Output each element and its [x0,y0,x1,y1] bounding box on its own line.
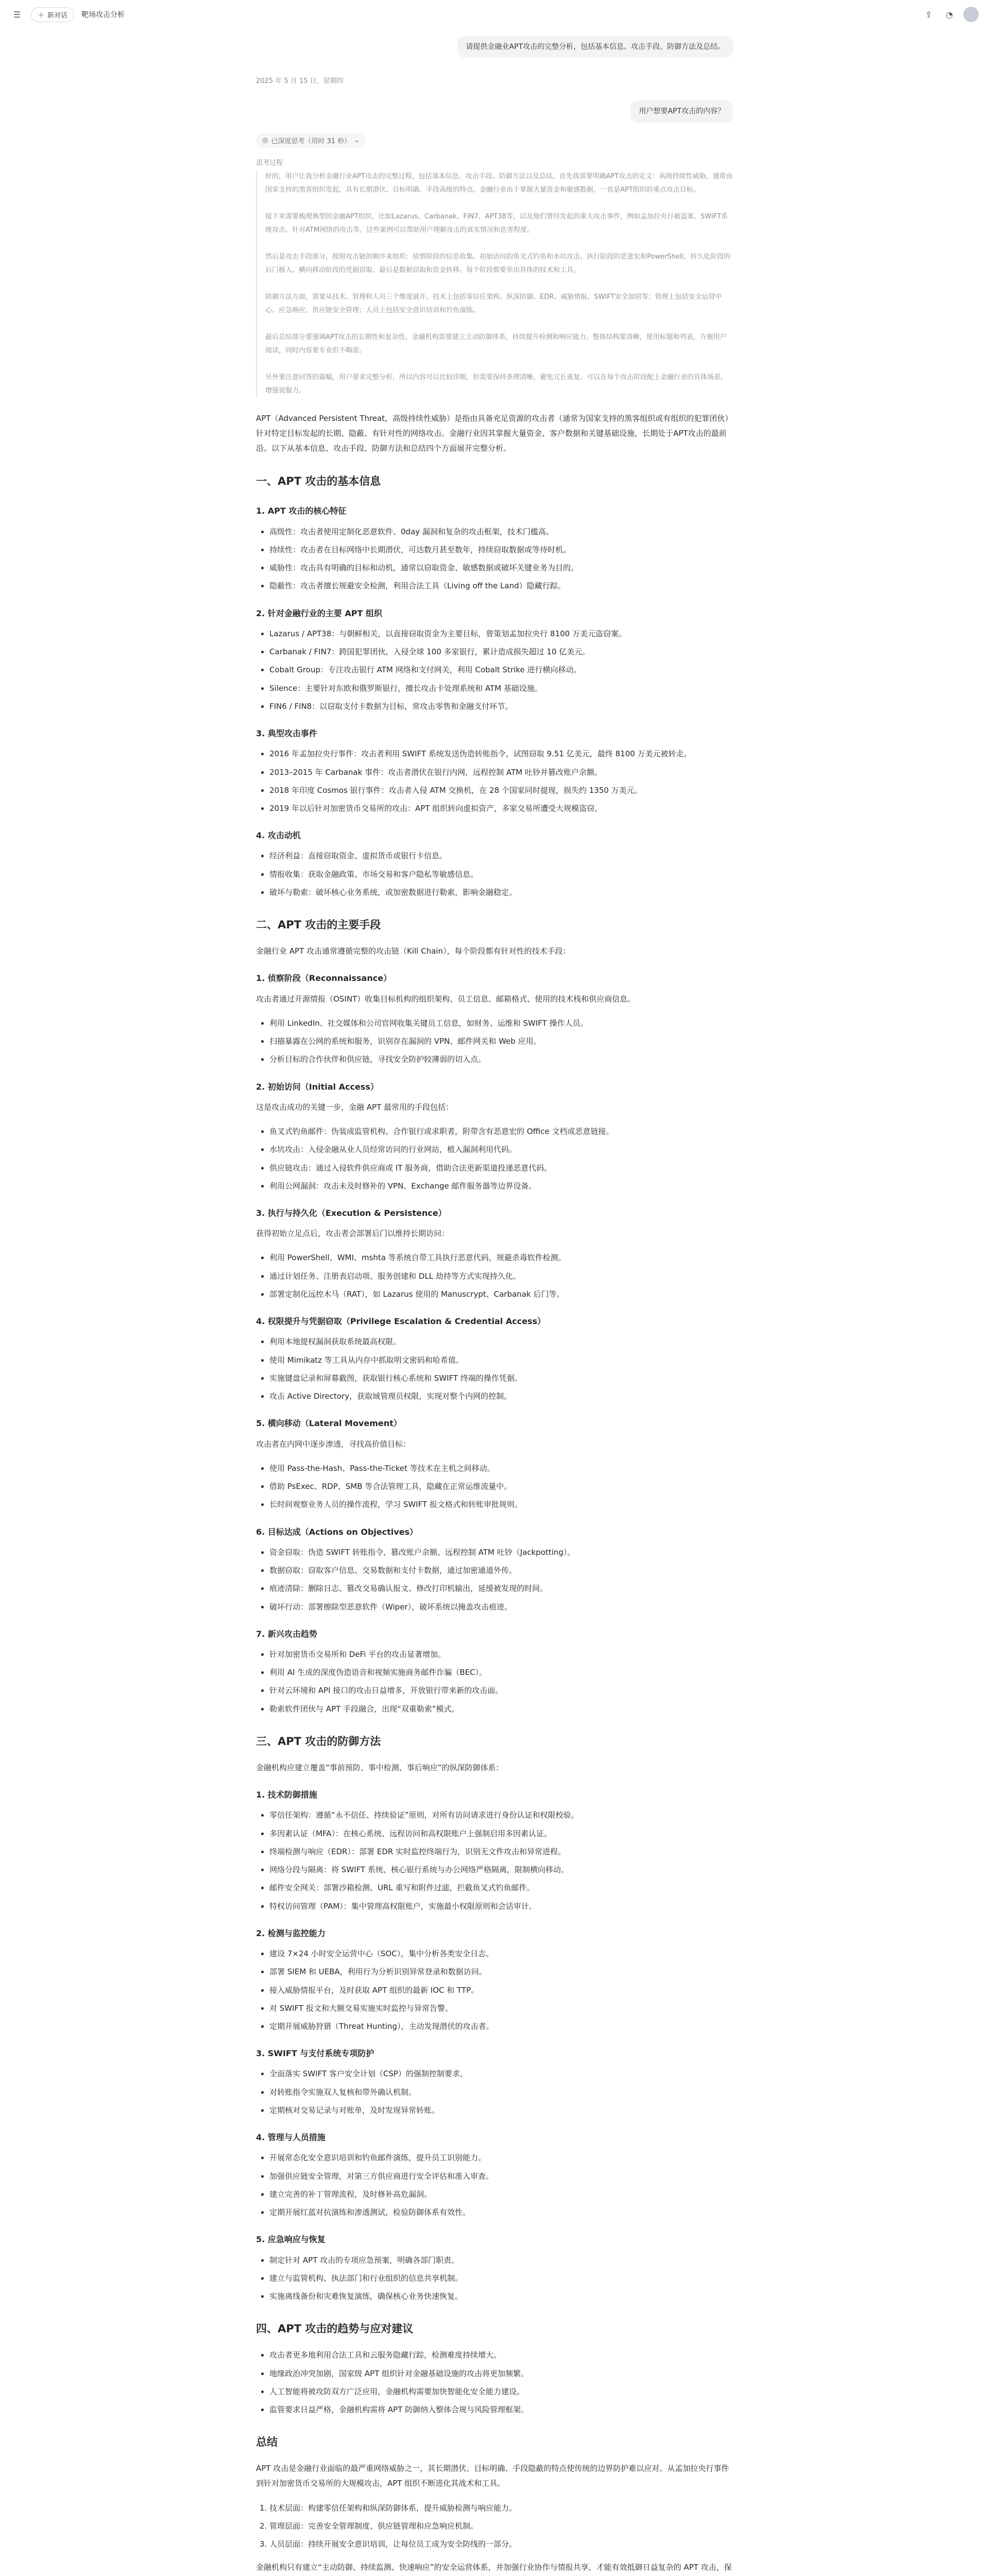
stage-lead: 这是攻击成功的关键一步，金融 APT 最常用的手段包括： [256,1102,454,1112]
list-item: 3. 人员层面：持续开展安全意识培训，让每位员工成为安全防线的一部分。 [269,2537,733,2552]
list-item: • 威胁性：攻击具有明确的目标和动机，通常以窃取资金、敏感数据或破坏关键业务为目的。 [269,561,733,575]
list-item: • Lazarus / APT38：与朝鲜相关，以直接窃取资金为主要目标，曾策划孟加拉央行 8100 万美元盗窃案。 [269,626,733,641]
subsection-heading: 7. 新兴攻击趋势 [256,1629,317,1639]
list-item: • 针对加密货币交易所和 DeFi 平台的攻击显著增加。 [269,1647,733,1662]
list-item: • 监管要求日益严格，金融机构需将 APT 防御纳入整体合规与风险管理框架。 [269,2402,733,2417]
list-item: • 鱼叉式钓鱼邮件：伪装成监管机构、合作银行或求职者，附带含有恶意宏的 Office 文档或恶意链接。 [269,1124,733,1139]
list-item: • 定期核对交易记录与对账单，及时发现异常转账。 [269,2103,733,2118]
list-item: • 对 SWIFT 报文和大额交易实施实时监控与异常告警。 [269,2001,733,2016]
list-item: • 资金窃取：伪造 SWIFT 转账指令、篡改账户余额、远程控制 ATM 吐钞（Jackpotting）。 [269,1545,733,1560]
list-item: • 2019 年以后针对加密货币交易所的攻击：APT 组织转向虚拟资产，多家交易所遭受大规模盗窃。 [269,801,733,816]
chat-title[interactable]: 靶场攻击分析 [81,11,125,19]
stage-list [256,1647,733,1717]
subsection-heading: 5. 应急响应与恢复 [256,2234,326,2245]
top-bar-right [922,7,979,22]
list-item: • 加强供应链安全管理，对第三方供应商进行安全评估和准入审查。 [269,2169,733,2184]
sidebar-toggle-icon[interactable]: ☰ [13,9,21,20]
list-item: • FIN6 / FIN8：以窃取支付卡数据为目标，常攻击零售和金融支付环节。 [269,699,733,714]
defense-list [256,1808,733,1914]
conversation [256,36,733,2576]
subsection-heading: 4. 权限提升与凭据窃取（Privilege Escalation & Credential Access） [256,1316,546,1327]
section-heading: 总结 [256,2436,278,2449]
list-item: • 数据窃取：窃取客户信息、交易数据和支付卡数据，通过加密通道外传。 [269,1563,733,1578]
list-item: • 地缘政治冲突加剧，国家级 APT 组织针对金融基础设施的攻击将更加频繁。 [269,2366,733,2381]
defense-list [256,2066,733,2118]
subsection-heading: 2. 初始访问（Initial Access） [256,1081,379,1092]
list-item: • 实施键盘记录和屏幕截图，获取银行核心系统和 SWIFT 终端的操作凭据。 [269,1371,733,1386]
stage-list [256,1334,733,1404]
list-item: • 建设 7×24 小时安全运营中心（SOC），集中分析各类安全日志。 [269,1946,733,1961]
subsection-heading: 4. 攻击动机 [256,831,301,841]
stage-lead: 获得初始立足点后，攻击者会部署后门以维持长期访问： [256,1229,450,1239]
thinking-paragraph: 另外要注意回答的篇幅，用户要求完整分析，所以内容可以比较详细，但需要保持条理清晰，避免冗长重复。可以在每个攻击阶段配上金融行业的具体场景，增强说服力。 [265,373,728,395]
stage-list [256,1124,733,1194]
list-item: • 攻击 Active Directory，获取域管理员权限，实现对整个内网的控制。 [269,1389,733,1404]
list-item: • 建立与监管机构、执法部门和行业组织的信息共享机制。 [269,2271,733,2286]
date-line: 2025 年 5 月 15 日，星期四 [256,77,344,86]
list-item: • 供应链攻击：通过入侵软件供应商或 IT 服务商，借助合法更新渠道投递恶意代码。 [269,1161,733,1176]
list-item: • 利用本地提权漏洞获取系统最高权限。 [269,1334,733,1349]
list-item: • 隐蔽性：攻击者擅长规避安全检测，利用合法工具（Living off the Land）隐藏行踪。 [269,579,733,594]
list-item: • 人工智能将被攻防双方广泛应用，金融机构需要加快智能化安全能力建设。 [269,2384,733,2399]
answer-intro: APT（Advanced Persistent Threat，高级持续性威胁）是指由具备充足资源的攻击者（通常为国家支持的黑客组织或有组织的犯罪团伙）针对特定目标发起的长期、隐蔽、有针对性的网络攻击。金融行业因其掌握大量资金、客户数据和关键基础设施，长期处于APT攻击的最前沿。以下从基本信息、攻击手段、防御方法和总结四个方面展开完整分析。 [256,413,733,453]
motive-list [256,849,733,900]
list-item: • 终端检测与响应（EDR）：部署 EDR 实时监控终端行为，识别无文件攻击和异常进程。 [269,1844,733,1859]
deep-think-status: 已深度思考（用时 31 秒） [271,137,351,145]
subsection-heading: 1. 侦察阶段（Reconnaissance） [256,973,392,984]
stage-lead: 攻击者通过开源情报（OSINT）收集目标机构的组织架构、员工信息、邮箱格式、使用的技术栈和供应商信息。 [256,994,636,1004]
stage-lead: 攻击者在内网中逐步渗透，寻找高价值目标： [256,1439,411,1449]
thinking-process [256,170,733,398]
subsection-heading: 4. 管理与人员措施 [256,2132,326,2143]
list-item: • 全面落实 SWIFT 客户安全计划（CSP）的强制控制要求。 [269,2066,733,2081]
list-item: • Carbanak / FIN7：跨国犯罪团伙，入侵全球 100 多家银行，累计造成损失超过 10 亿美元。 [269,645,733,659]
deep-think-toggle[interactable] [256,133,366,148]
list-item: • 攻击者更多地利用合法工具和云服务隐藏行踪，检测难度持续增大。 [269,2348,733,2363]
summary-list [256,2501,733,2552]
thinking-paragraph: 最后总结部分要强调APT攻击的长期性和复杂性，金融机构需要建立主动防御体系，持续提升检测和响应能力。整体结构要清晰，使用标题和列表，方便用户阅读，同时内容要专业但不晦涩。 [265,333,727,354]
subsection-heading: 1. APT 攻击的核心特征 [256,506,347,516]
subsection-heading: 2. 针对金融行业的主要 APT 组织 [256,608,382,618]
list-item: • 利用 PowerShell、WMI、mshta 等系统自带工具执行恶意代码，规避杀毒软件检测。 [269,1250,733,1265]
list-item: • 水坑攻击：入侵金融从业人员经常访问的行业网站，植入漏洞利用代码。 [269,1142,733,1157]
stage-list [256,1016,733,1067]
section-heading: 一、APT 攻击的基本信息 [256,474,381,487]
bell-icon[interactable]: ◔ [946,9,953,20]
subsection-heading: 1. 技术防御措施 [256,1790,317,1800]
bulb-icon: ◎ [262,136,268,144]
list-item: • 情报收集：获取金融政策、市场交易和客户隐私等敏感信息。 [269,867,733,882]
list-item: • 利用公网漏洞：攻击未及时修补的 VPN、Exchange 邮件服务器等边界设备。 [269,1179,733,1194]
list-item: • 勒索软件团伙与 APT 手段融合，出现“双重勒索”模式。 [269,1702,733,1717]
defense-list [256,2150,733,2220]
event-list [256,747,733,816]
trend-list [256,2348,733,2417]
section-intro: 金融机构应建立覆盖“事前预防、事中检测、事后响应”的纵深防御体系： [256,1762,504,1772]
chevron-down-icon: ⌄ [354,136,360,144]
plus-icon: ＋ [38,11,45,20]
thinking-paragraph: 然后是攻击手段部分，按照攻击链的顺序来组织：侦察阶段的信息收集、初始访问的鱼叉式钓鱼和水坑攻击、执行阶段的恶意宏和PowerShell、持久化阶段的后门植入、横向移动阶段的凭据窃取、最后是数据窃取和资金转移。每个阶段都要举出具体的技术和工具。 [265,252,731,274]
list-item: • 2016 年孟加拉央行事件：攻击者利用 SWIFT 系统发送伪造转账指令，试图窃取 9.51 亿美元，最终 8100 万美元被转走。 [269,747,733,761]
list-item: • 利用 AI 生成的深度伪造语音和视频实施商务邮件诈骗（BEC）。 [269,1665,733,1680]
stage-list [256,1545,733,1615]
list-item: • 分析目标的合作伙伴和供应链，寻找安全防护较薄弱的切入点。 [269,1052,733,1067]
list-item: • 定期开展红蓝对抗演练和渗透测试，检验防御体系有效性。 [269,2205,733,2220]
list-item: • 接入威胁情报平台，及时获取 APT 组织的最新 IOC 和 TTP。 [269,1983,733,1998]
list-item: • 邮件安全网关：部署沙箱检测、URL 重写和附件过滤，拦截鱼叉式钓鱼邮件。 [269,1880,733,1895]
thinking-paragraph: 防御方法方面，需要从技术、管理和人员三个维度展开。技术上包括零信任架构、纵深防御、EDR、威胁情报、SWIFT安全加固等；管理上包括安全运营中心、应急响应、供应链安全管理；人员上包括安全意识培训和钓鱼演练。 [265,293,722,314]
section-heading: 四、APT 攻击的趋势与应对建议 [256,2323,414,2335]
list-item: 1. 技术层面：构建零信任架构和纵深防御体系，提升威胁检测与响应能力。 [269,2501,733,2516]
list-item: • 2013–2015 年 Carbanak 事件：攻击者潜伏在银行内网，远程控制 ATM 吐钞并篡改账户余额。 [269,765,733,780]
list-item: • 长时间观察业务人员的操作流程，学习 SWIFT 报文格式和转账审批规则。 [269,1497,733,1512]
share-icon[interactable]: ⇪ [925,9,932,20]
subsection-heading: 5. 横向移动（Lateral Movement） [256,1418,402,1429]
stage-list [256,1461,733,1513]
list-item: • 持续性：攻击者在目标网络中长期潜伏，可达数月甚至数年，持续窃取数据或等待时机。 [269,543,733,557]
list-item: • 特权访问管理（PAM）：集中管理高权限账户，实施最小权限原则和会话审计。 [269,1899,733,1914]
list-item: • 痕迹清除：删除日志、篡改交易确认报文、修改打印机输出，延缓被发现的时间。 [269,1581,733,1596]
section-heading: 三、APT 攻击的防御方法 [256,1735,381,1748]
list-item: • 开展常态化安全意识培训和钓鱼邮件演练，提升员工识别能力。 [269,2150,733,2165]
list-item: 2. 管理层面：完善安全管理制度、供应链管理和应急响应机制。 [269,2519,733,2534]
list-item: • Silence：主要针对东欧和俄罗斯银行，擅长攻击卡处理系统和 ATM 基础设施。 [269,681,733,696]
top-bar-left [10,7,125,22]
new-chat-label: 新对话 [47,11,68,20]
group-list [256,626,733,714]
list-item: • 扫描暴露在公网的系统和服务，识别存在漏洞的 VPN、邮件网关和 Web 应用。 [269,1034,733,1049]
user-message-2: 用户想要APT攻击的内容？ [630,100,733,122]
feature-list [256,524,733,594]
list-item: • 零信任架构：遵循“永不信任、持续验证”原则，对所有访问请求进行身份认证和权限校验。 [269,1808,733,1823]
list-item: • 破坏与勒索：破坏核心业务系统，或加密数据进行勒索，影响金融稳定。 [269,885,733,900]
list-item: • 制定针对 APT 攻击的专项应急预案，明确各部门职责。 [269,2253,733,2268]
user-message: 请提供金融业APT攻击的完整分析，包括基本信息、攻击手段、防御方法及总结。 [457,36,733,58]
list-item: • 多因素认证（MFA）：在核心系统、远程访问和高权限账户上强制启用多因素认证。 [269,1826,733,1841]
subsection-heading: 2. 检测与监控能力 [256,1928,326,1938]
list-item: • 网络分段与隔离：将 SWIFT 系统、核心银行系统与办公网络严格隔离，限制横向移动。 [269,1862,733,1877]
stage-list [256,1250,733,1302]
list-item: • 利用 LinkedIn、社交媒体和公司官网收集关键员工信息，如财务、运维和 SWIFT 操作人员。 [269,1016,733,1031]
list-item: • 高级性：攻击者使用定制化恶意软件、0day 漏洞和复杂的攻击框架，技术门槛高。 [269,524,733,539]
subsection-heading: 3. 执行与持久化（Execution & Persistence） [256,1208,447,1218]
list-item: • 通过计划任务、注册表启动项、服务创建和 DLL 劫持等方式实现持久化。 [269,1269,733,1284]
list-item: • 针对云环境和 API 接口的攻击日益增多，开放银行带来新的攻击面。 [269,1683,733,1698]
summary-paragraph: 金融机构只有建立“主动防御、持续监测、快速响应”的安全运营体系，并加强行业协作与情报共享，才能有效抵御日益复杂的 APT 攻击，保 [256,2563,732,2572]
list-item: • 借助 PsExec、RDP、SMB 等合法管理工具，隐藏在正常运维流量中。 [269,1479,733,1494]
subsection-heading: 3. 典型攻击事件 [256,728,317,739]
list-item: • 建立完善的补丁管理流程，及时修补高危漏洞。 [269,2187,733,2202]
defense-list [256,2253,733,2304]
thinking-label: 思考过程 [256,159,283,167]
list-item: • 破坏行动：部署擦除型恶意软件（Wiper），破坏系统以掩盖攻击痕迹。 [269,1600,733,1615]
list-item: • 对转账指令实施双人复核和带外确认机制。 [269,2085,733,2100]
list-item: • 经济利益：直接窃取资金、虚拟货币或银行卡信息。 [269,849,733,863]
list-item: • 2018 年印度 Cosmos 银行事件：攻击者入侵 ATM 交换机，在 28 个国家同时提现，损失约 1350 万美元。 [269,783,733,798]
defense-list [256,1946,733,2034]
avatar[interactable] [963,7,979,22]
summary-paragraph: APT 攻击是金融行业面临的最严重网络威胁之一，其长期潜伏、目标明确、手段隐蔽的特点使传统的边界防护难以应对。从孟加拉央行事件到针对加密货币交易所的大规模攻击，APT 组织不断进化其战术和工具。 [256,2464,729,2488]
list-item: • 定期开展威胁狩猎（Threat Hunting），主动发现潜伏的攻击者。 [269,2019,733,2034]
thinking-paragraph: 接下来需要梳理典型的金融APT组织，比如Lazarus、Carbanak、FIN7、APT38等，以及他们曾经发起的重大攻击事件，例如孟加拉央行被盗案、SWIFT系统攻击、针对ATM网络的攻击等。这些案例可以帮助用户理解攻击的真实情况和危害程度。 [265,212,728,234]
list-item: • 部署定制化远控木马（RAT），如 Lazarus 使用的 Manuscrypt、Carbanak 后门等。 [269,1287,733,1302]
list-item: • Cobalt Group：专注攻击银行 ATM 网络和支付网关，利用 Cobalt Strike 进行横向移动。 [269,663,733,677]
top-bar [0,0,989,29]
list-item: • 部署 SIEM 和 UEBA，利用行为分析识别异常登录和数据访问。 [269,1964,733,1979]
section-heading: 二、APT 攻击的主要手段 [256,919,381,931]
list-item: • 使用 Mimikatz 等工具从内存中抓取明文密码和哈希值。 [269,1353,733,1368]
subsection-heading: 3. SWIFT 与支付系统专项防护 [256,2048,374,2059]
assistant-answer [256,411,733,2576]
new-chat-button[interactable] [31,7,74,22]
subsection-heading: 6. 目标达成（Actions on Objectives） [256,1527,418,1537]
thinking-paragraph: 好的，用户让我分析金融行业APT攻击的完整过程，包括基本信息、攻击手段、防御方法以及总结。首先我需要明确APT攻击的定义：高级持续性威胁，通常由国家支持的黑客组织发起，具有长期潜伏、目标明确、手段高级的特点。金融行业由于掌握大量资金和敏感数据，一直是APT组织的重点攻击目标。 [265,172,733,194]
section-intro: 金融行业 APT 攻击通常遵循完整的攻击链（Kill Chain），每个阶段都有针对性的技术手段： [256,946,571,956]
list-item: • 实施离线备份和灾难恢复演练，确保核心业务快速恢复。 [269,2289,733,2304]
list-item: • 使用 Pass-the-Hash、Pass-the-Ticket 等技术在主机之间移动。 [269,1461,733,1476]
